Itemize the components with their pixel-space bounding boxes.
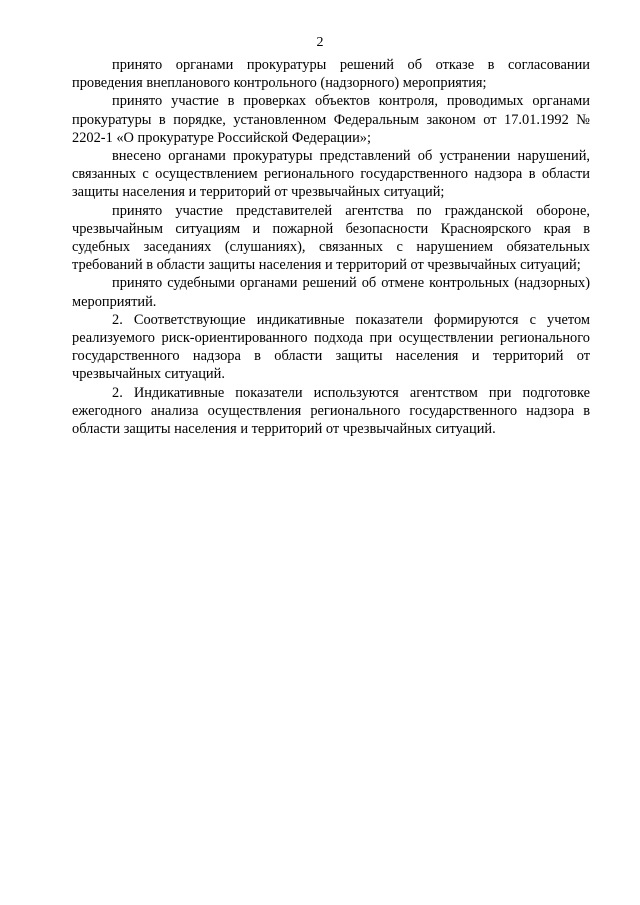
- paragraph-prosecutor-inspections: принято участие в проверках объектов контроля, проводимых органами прокуратуры в порядке, установленном Федеральным законом от 17.01.1992 № 2202-1 «О прокуратуре Российской Федерации»;: [72, 93, 590, 146]
- document-body: [72, 56, 590, 438]
- paragraph-prosecutor-submissions: внесено органами прокуратуры представлений об устранении нарушений, связанных с осуществлением регионального государственного надзора в области защиты населения и территорий от чрезвычайных ситуаций;: [72, 148, 590, 201]
- paragraph-court-decisions: принято судебными органами решений об отмене контрольных (надзорных) мероприятий.: [72, 275, 590, 310]
- paragraph-prosecutor-refusals: принято органами прокуратуры решений об отказе в согласовании проведения внепланового контрольного (надзорного) мероприятия;: [72, 57, 590, 92]
- paragraph-indicators-used: 2. Индикативные показатели используются агентством при подготовке ежегодного анализа осуществления регионального государственного надзора в области защиты населения и территорий от чрезвычайных ситуаций.: [72, 384, 590, 438]
- page-number: 2: [316, 35, 324, 50]
- paragraph-court-participation: принято участие представителей агентства по гражданской обороне, чрезвычайным ситуациям и пожарной безопасности Красноярского края в судебных заседаниях (слушаниях), связанных с нарушением обязательных требований в области защиты населения и территорий от чрезвычайных ситуаций;: [72, 202, 590, 274]
- paragraph-indicators-formed: 2. Соответствующие индикативные показатели формируются с учетом реализуемого риск-ориентированного подхода при осуществлении регионального государственного надзора в области защиты населения и территорий от чрезвычайных ситуаций.: [72, 311, 590, 383]
